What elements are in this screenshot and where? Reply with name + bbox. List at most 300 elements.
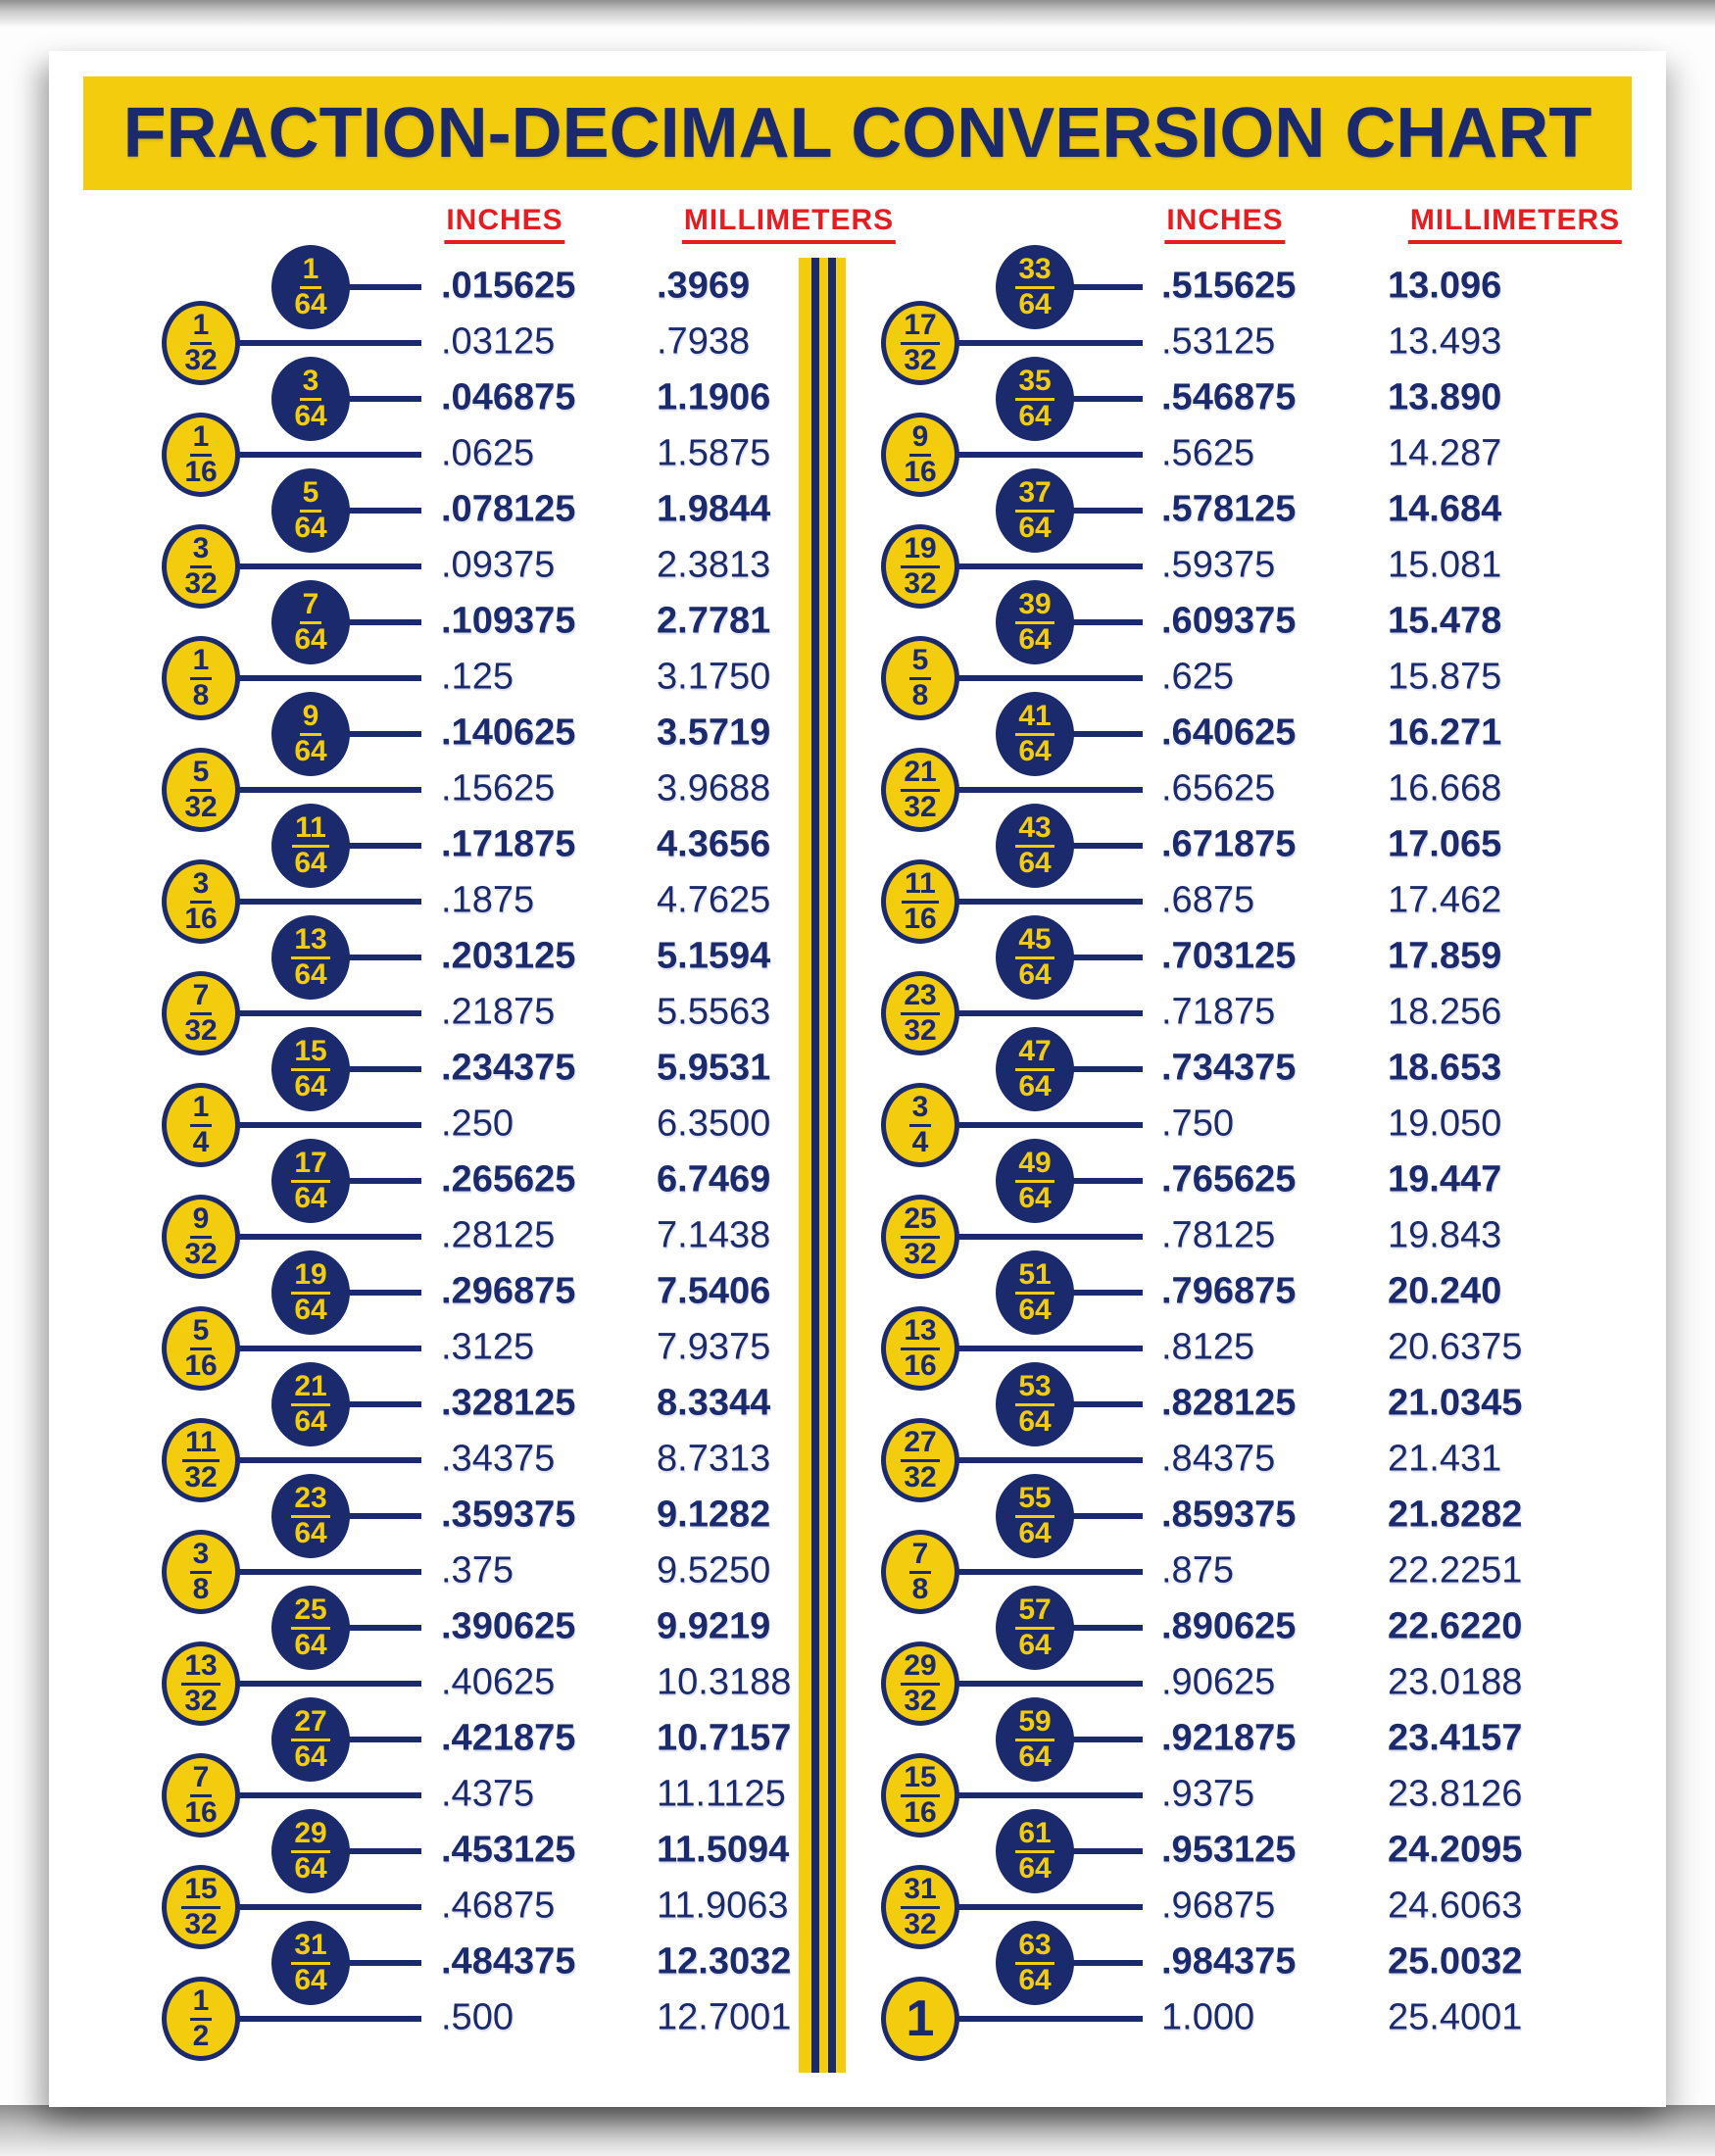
fraction — [292, 813, 329, 878]
left-millimeters-header: MILLIMETERS — [682, 204, 896, 244]
fraction-circle — [996, 1362, 1074, 1446]
fraction — [181, 1875, 220, 1939]
fraction-denominator: 64 — [1018, 1405, 1052, 1438]
connector-line — [1068, 843, 1143, 849]
connector-line — [344, 1625, 421, 1631]
mm-value: 8.3344 — [657, 1382, 771, 1424]
fraction-numerator: 51 — [1015, 1260, 1054, 1295]
inches-value: .15625 — [441, 767, 556, 809]
fraction-numerator: 5 — [300, 478, 322, 513]
fraction-circle — [881, 413, 959, 497]
mm-value: 12.3032 — [657, 1940, 792, 1983]
fraction-circle — [996, 1250, 1074, 1335]
fraction — [184, 981, 217, 1046]
fraction-numerator: 25 — [901, 1204, 939, 1239]
connector-line — [954, 1904, 1143, 1910]
fraction-numerator: 1 — [190, 1986, 213, 2021]
connector-line — [954, 1234, 1143, 1240]
fraction-numerator: 5 — [909, 646, 932, 680]
inches-value: .921875 — [1161, 1717, 1297, 1759]
fraction-denominator: 4 — [192, 1126, 210, 1158]
chart-page — [49, 51, 1666, 2107]
fraction-numerator: 43 — [1015, 813, 1054, 848]
fraction-numerator: 7 — [909, 1540, 932, 1574]
fraction-circle — [271, 1250, 350, 1335]
inches-value: .265625 — [441, 1158, 576, 1200]
fraction-circle — [162, 301, 240, 385]
fraction — [294, 255, 326, 319]
fraction — [1015, 813, 1054, 878]
inches-value: .500 — [441, 1996, 514, 2038]
fraction-denominator: 16 — [904, 1796, 937, 1829]
fraction-denominator: 32 — [904, 1685, 937, 1717]
inches-value: .703125 — [1161, 935, 1297, 977]
fraction — [1015, 1819, 1054, 1884]
fraction-circle — [271, 1474, 350, 1558]
mm-value: 5.1594 — [657, 935, 771, 977]
fraction — [291, 1372, 329, 1437]
fraction — [904, 422, 936, 487]
connector-line — [954, 899, 1143, 905]
connector-line — [954, 340, 1143, 346]
fraction-numerator: 53 — [1015, 1372, 1054, 1406]
fraction — [909, 1540, 932, 1604]
fraction-denominator: 8 — [911, 679, 929, 711]
fraction-denominator: 32 — [184, 1014, 218, 1047]
fraction-numerator: 27 — [291, 1707, 329, 1741]
fraction-numerator: 29 — [901, 1651, 939, 1686]
fraction — [901, 1316, 939, 1381]
inches-value: .046875 — [441, 376, 576, 418]
fraction — [1015, 478, 1054, 543]
fraction-circle — [881, 1418, 959, 1502]
fraction-denominator: 8 — [911, 1573, 929, 1605]
connector-line — [344, 1290, 421, 1296]
inches-value: .71875 — [1161, 991, 1276, 1033]
left-inches-header: INCHES — [444, 204, 564, 244]
fraction-denominator: 8 — [192, 679, 210, 711]
mm-value: 1.1906 — [657, 376, 771, 418]
mm-value: 1.5875 — [657, 432, 771, 474]
page-title: FRACTION-DECIMAL CONVERSION CHART — [122, 94, 1592, 172]
fraction-numerator: 11 — [902, 869, 939, 904]
fraction-denominator: 8 — [192, 1573, 210, 1605]
fraction-denominator: 64 — [1018, 1517, 1052, 1549]
fraction — [190, 1093, 213, 1157]
inches-value: .609375 — [1161, 600, 1297, 642]
mm-value: 9.5250 — [657, 1549, 771, 1592]
fraction-numerator: 35 — [1015, 367, 1054, 401]
fraction-numerator: 57 — [1015, 1595, 1054, 1630]
connector-line — [1068, 1848, 1143, 1854]
fraction-circle — [162, 1306, 240, 1391]
fraction-circle — [162, 413, 240, 497]
fraction — [901, 758, 939, 822]
inches-value: .953125 — [1161, 1829, 1297, 1871]
fraction — [184, 1316, 217, 1381]
fraction-circle — [271, 804, 350, 888]
mm-value: 10.7157 — [657, 1717, 792, 1759]
inches-value: .96875 — [1161, 1885, 1276, 1927]
fraction-denominator: 4 — [911, 1126, 929, 1158]
fraction — [181, 1651, 220, 1716]
connector-line — [1068, 1066, 1143, 1072]
mm-value: 16.271 — [1388, 711, 1502, 754]
mm-value: .3969 — [657, 265, 751, 307]
fraction-numerator: 25 — [291, 1595, 329, 1630]
fraction-numerator: 5 — [190, 758, 213, 792]
inches-value: .9375 — [1161, 1773, 1255, 1815]
fraction-denominator: 64 — [294, 1852, 327, 1885]
fraction-denominator: 64 — [294, 623, 327, 656]
fraction — [1015, 367, 1054, 431]
fraction-numerator: 31 — [901, 1875, 939, 1909]
fraction-denominator: 16 — [184, 456, 218, 488]
fraction-numerator: 17 — [901, 311, 939, 345]
connector-line — [1068, 1513, 1143, 1519]
connector-line — [344, 1960, 421, 1966]
fraction-numerator: 49 — [1015, 1149, 1054, 1183]
fraction — [1015, 1707, 1054, 1772]
fraction-circle — [996, 1027, 1074, 1111]
fraction — [184, 1763, 217, 1828]
fraction-circle — [162, 1977, 240, 2061]
fraction-numerator: 55 — [1015, 1484, 1054, 1518]
fraction-circle — [271, 692, 350, 776]
mm-value: 8.7313 — [657, 1438, 771, 1480]
fraction-circle — [996, 915, 1074, 1000]
fraction-circle — [996, 1139, 1074, 1223]
mm-value: 3.1750 — [657, 656, 771, 698]
mm-value: 12.7001 — [657, 1996, 792, 2038]
fraction-numerator: 13 — [291, 925, 329, 959]
fraction-circle — [271, 1921, 350, 2005]
fraction — [902, 869, 939, 934]
inches-value: .359375 — [441, 1494, 576, 1536]
fraction — [901, 1428, 939, 1493]
mm-value: 1.9844 — [657, 488, 771, 530]
fraction-numerator: 1 — [300, 255, 322, 289]
fraction-circle — [996, 1586, 1074, 1670]
fraction — [291, 1595, 329, 1660]
fraction-denominator: 32 — [904, 344, 937, 376]
fraction-numerator: 11 — [182, 1428, 220, 1462]
mm-value: 13.890 — [1388, 376, 1502, 418]
fraction-numerator: 1 — [190, 422, 213, 457]
inches-value: .84375 — [1161, 1438, 1276, 1480]
inches-value: .015625 — [441, 265, 576, 307]
fraction — [1015, 1149, 1054, 1213]
fraction-circle — [881, 748, 959, 832]
fraction-numerator: 15 — [291, 1037, 329, 1071]
connector-line — [1068, 619, 1143, 625]
inches-value: .40625 — [441, 1661, 556, 1703]
inches-value: .250 — [441, 1102, 514, 1145]
fraction-numerator: 21 — [291, 1372, 329, 1406]
inches-value: .484375 — [441, 1940, 576, 1983]
fraction-circle — [996, 468, 1074, 553]
connector-line — [344, 843, 421, 849]
connector-line — [344, 508, 421, 514]
connector-line — [954, 1457, 1143, 1463]
fraction-numerator: 1 — [190, 1093, 213, 1127]
inches-value: .390625 — [441, 1605, 576, 1647]
connector-line — [954, 787, 1143, 793]
mm-value: 11.1125 — [657, 1773, 786, 1815]
fraction — [1015, 590, 1054, 655]
fraction-circle — [996, 1697, 1074, 1782]
connector-line — [1068, 731, 1143, 737]
fraction-denominator: 64 — [1018, 1852, 1052, 1885]
connector-line — [1068, 396, 1143, 402]
inches-value: .46875 — [441, 1885, 556, 1927]
connector-line — [344, 619, 421, 625]
inches-value: .34375 — [441, 1438, 556, 1480]
connector-line — [234, 1122, 421, 1128]
fraction — [1015, 1931, 1054, 1995]
inches-value: .0625 — [441, 432, 535, 474]
fraction — [182, 1428, 220, 1493]
fraction-denominator: 64 — [1018, 1964, 1052, 1996]
fraction-circle — [162, 1753, 240, 1838]
fraction — [291, 925, 329, 990]
fraction-circle — [271, 468, 350, 553]
connector-line — [234, 1569, 421, 1575]
fraction-denominator: 32 — [904, 1908, 937, 1940]
fraction — [1015, 1037, 1054, 1102]
connector-line — [1068, 955, 1143, 960]
fraction — [291, 1484, 329, 1548]
fraction-numerator: 41 — [1015, 702, 1054, 736]
fraction-circle — [162, 1530, 240, 1614]
inches-value: .546875 — [1161, 376, 1297, 418]
fraction-circle — [162, 1865, 240, 1949]
inches-value: .03125 — [441, 320, 556, 363]
inches-value: .4375 — [441, 1773, 535, 1815]
connector-line — [234, 1234, 421, 1240]
fraction — [901, 1763, 939, 1828]
mm-value: 23.0188 — [1388, 1661, 1523, 1703]
fraction-numerator: 29 — [291, 1819, 329, 1853]
fraction-circle — [162, 1195, 240, 1279]
fraction-denominator: 64 — [294, 735, 327, 767]
mm-value: 15.875 — [1388, 656, 1502, 698]
fraction-denominator: 16 — [184, 903, 218, 935]
fraction-denominator: 64 — [1018, 735, 1052, 767]
connector-line — [1068, 1625, 1143, 1631]
fraction-numerator: 13 — [901, 1316, 939, 1350]
fraction — [291, 1260, 329, 1325]
fraction-circle — [162, 1642, 240, 1726]
connector-line — [344, 284, 421, 290]
fraction — [184, 534, 217, 599]
fraction-numerator: 3 — [190, 1540, 213, 1574]
fraction-circle — [162, 859, 240, 944]
fraction-circle — [271, 1697, 350, 1782]
fraction-numerator: 1 — [190, 646, 213, 680]
inches-value: .671875 — [1161, 823, 1297, 865]
fraction-circle — [881, 1195, 959, 1279]
connector-line — [234, 1346, 421, 1351]
connector-line — [234, 452, 421, 458]
fraction-denominator: 64 — [1018, 1294, 1052, 1326]
fraction-numerator: 1 — [190, 311, 213, 345]
inches-value: .6875 — [1161, 879, 1255, 921]
fraction-circle — [271, 1027, 350, 1111]
inches-value: .140625 — [441, 711, 576, 754]
inches-value: .078125 — [441, 488, 576, 530]
mm-value: 15.478 — [1388, 600, 1502, 642]
bottom-shadow-strip — [0, 2105, 1715, 2156]
fraction-denominator: 32 — [904, 791, 937, 823]
fraction-denominator: 64 — [294, 1405, 327, 1438]
inches-value: .171875 — [441, 823, 576, 865]
inches-value: .750 — [1161, 1102, 1234, 1145]
fraction-numerator: 9 — [909, 422, 932, 457]
fraction-denominator: 16 — [184, 1349, 218, 1382]
fraction-denominator: 64 — [1018, 1740, 1052, 1773]
fraction — [184, 869, 217, 934]
fraction — [901, 1651, 939, 1716]
connector-line — [954, 1569, 1143, 1575]
connector-line — [234, 1904, 421, 1910]
connector-line — [234, 787, 421, 793]
fraction — [1015, 1595, 1054, 1660]
fraction — [184, 758, 217, 822]
mm-value: 19.447 — [1388, 1158, 1502, 1200]
connector-line — [234, 1681, 421, 1687]
mm-value: 3.5719 — [657, 711, 771, 754]
fraction-numerator: 23 — [291, 1484, 329, 1518]
fraction — [294, 702, 326, 766]
fraction — [909, 646, 932, 710]
connector-line — [954, 1122, 1143, 1128]
mm-value: 3.9688 — [657, 767, 771, 809]
fraction — [294, 590, 326, 655]
inches-value: .515625 — [1161, 265, 1297, 307]
fraction — [190, 1540, 213, 1604]
fraction-circle — [881, 301, 959, 385]
fraction-denominator: 16 — [904, 903, 937, 935]
fraction-numerator: 23 — [901, 981, 939, 1015]
inches-value: .28125 — [441, 1214, 556, 1256]
inches-value: .53125 — [1161, 320, 1276, 363]
connector-line — [954, 2016, 1143, 2022]
fraction-denominator: 64 — [294, 1070, 327, 1102]
fraction-numerator: 3 — [190, 869, 213, 904]
fraction-circle — [162, 748, 240, 832]
fraction — [291, 1037, 329, 1102]
connector-line — [954, 1010, 1143, 1016]
fraction — [1015, 925, 1054, 990]
right-inches-header: INCHES — [1164, 204, 1285, 244]
fraction — [184, 311, 217, 375]
inches-value: .109375 — [441, 600, 576, 642]
mm-value: 4.3656 — [657, 823, 771, 865]
mm-value: 9.1282 — [657, 1494, 771, 1536]
inches-value: .890625 — [1161, 1605, 1297, 1647]
connector-line — [234, 675, 421, 681]
fraction-circle — [881, 636, 959, 720]
connector-line — [234, 1792, 421, 1798]
inches-value: .8125 — [1161, 1326, 1255, 1368]
mm-value: 19.843 — [1388, 1214, 1502, 1256]
fraction-denominator: 64 — [1018, 400, 1052, 432]
fraction-numerator: 27 — [901, 1428, 939, 1462]
inches-value: .984375 — [1161, 1940, 1297, 1983]
fraction-circle — [271, 1139, 350, 1223]
fraction-denominator: 64 — [294, 400, 327, 432]
mm-value: 20.6375 — [1388, 1326, 1523, 1368]
fraction-denominator: 64 — [294, 288, 327, 320]
fraction-denominator: 16 — [904, 456, 937, 488]
mm-value: 16.668 — [1388, 767, 1502, 809]
fraction-numerator: 63 — [1015, 1931, 1054, 1965]
fraction-denominator: 64 — [294, 1294, 327, 1326]
fraction-numerator: 33 — [1015, 255, 1054, 289]
fraction-numerator: 59 — [1015, 1707, 1054, 1741]
fraction-circle — [881, 1306, 959, 1391]
mm-value: 11.9063 — [657, 1885, 789, 1927]
fraction — [1015, 1484, 1054, 1548]
mm-value: 21.0345 — [1388, 1382, 1523, 1424]
fraction — [294, 367, 326, 431]
mm-value: 22.6220 — [1388, 1605, 1523, 1647]
mm-value: 5.9531 — [657, 1047, 771, 1089]
fraction — [184, 1204, 217, 1269]
fraction — [901, 534, 939, 599]
fraction-denominator: 64 — [294, 847, 327, 879]
inches-value: .1875 — [441, 879, 535, 921]
fraction-denominator: 32 — [904, 567, 937, 600]
fraction — [190, 646, 213, 710]
fraction-circle — [162, 971, 240, 1055]
fraction-numerator: 3 — [190, 534, 213, 568]
fraction-numerator: 9 — [300, 702, 322, 736]
fraction-denominator: 64 — [1018, 958, 1052, 991]
fraction-circle — [996, 580, 1074, 664]
mm-value: 18.256 — [1388, 991, 1502, 1033]
fraction-numerator: 17 — [291, 1149, 329, 1183]
inches-value: .421875 — [441, 1717, 576, 1759]
fraction — [901, 1204, 939, 1269]
mm-value: 21.431 — [1388, 1438, 1502, 1480]
connector-line — [344, 396, 421, 402]
fraction — [184, 422, 217, 487]
connector-line — [954, 1346, 1143, 1351]
inches-value: .453125 — [441, 1829, 576, 1871]
fraction-numerator: 7 — [190, 981, 213, 1015]
fraction-circle — [881, 524, 959, 609]
fraction-circle — [162, 1083, 240, 1167]
inches-value: .125 — [441, 656, 514, 698]
fraction-denominator: 32 — [184, 1685, 218, 1717]
fraction-numerator: 39 — [1015, 590, 1054, 624]
mm-value: 7.5406 — [657, 1270, 771, 1312]
fraction-denominator: 64 — [1018, 623, 1052, 656]
mm-value: 11.5094 — [657, 1829, 790, 1871]
fraction-numerator: 3 — [300, 367, 322, 401]
inches-value: .21875 — [441, 991, 556, 1033]
fraction — [901, 311, 939, 375]
fraction-circle — [162, 1418, 240, 1502]
fraction — [291, 1149, 329, 1213]
inches-value: .375 — [441, 1549, 514, 1592]
inches-value: .640625 — [1161, 711, 1297, 754]
fraction-circle — [881, 1977, 959, 2061]
fraction-circle — [162, 636, 240, 720]
fraction-circle — [271, 1586, 350, 1670]
